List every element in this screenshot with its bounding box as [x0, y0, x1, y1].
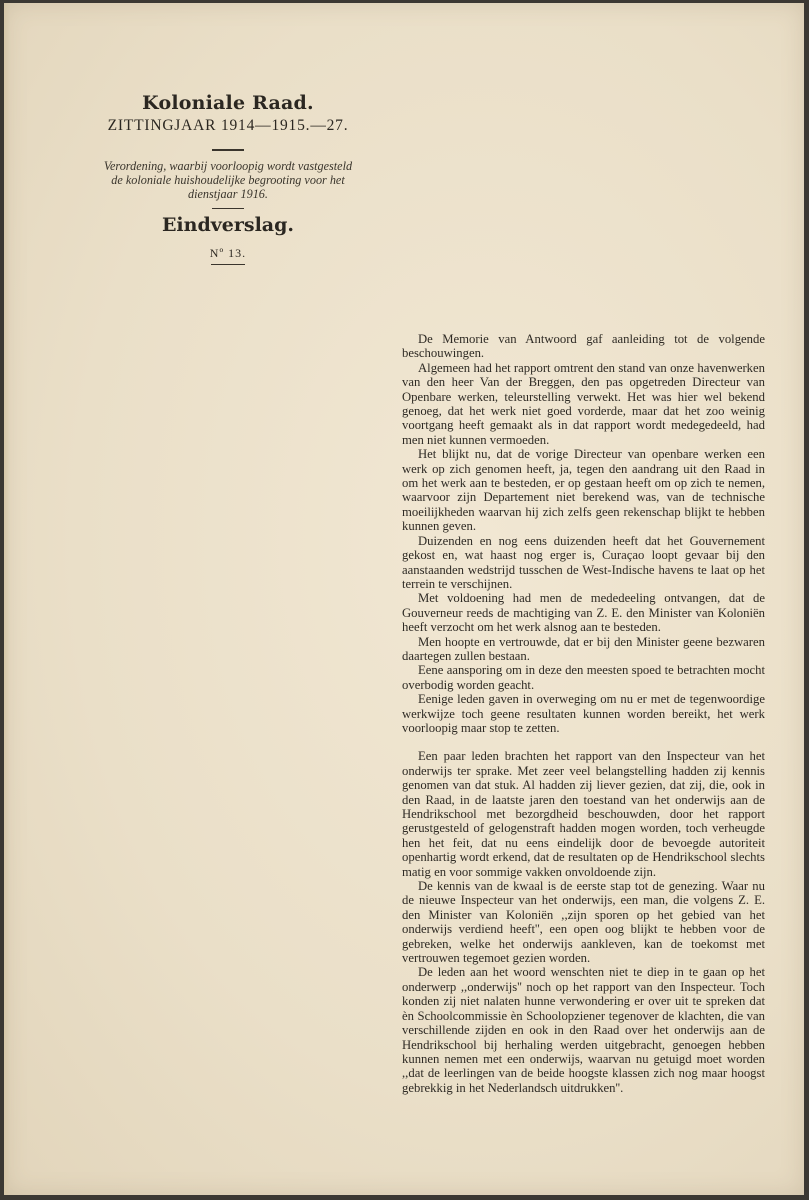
paragraph: De kennis van de kwaal is de eerste stap tot de genezing. Waar nu de nieuwe Inspecteur van het onderwijs, een man, die volgens Z. E. den Minister van Koloniën ,,zijn sporen op het gebied van het onderwijs verdiend heeft'', een open oog blijkt te hebben voor de gebreken, welke het onderwijs aankleven, kan de toekomst met vertrouwen tegemoet gezien worden.: [402, 879, 765, 966]
page-edge-shadow: [4, 3, 10, 1195]
paragraph: De Memorie van Antwoord gaf aanleiding tot de volgende beschouwingen.: [402, 332, 765, 361]
paragraph: De leden aan het woord wenschten niet te diep in te gaan op het onderwerp ,,onderwijs'' noch op het rapport van den Inspecteur. Toch konden zij niet nalaten hunne verwondering er over uit te spreken dat èn Schoolcommissie èn Schoolopziener tegenover de klachten, die van verschillende zijden en ook in den Raad over het onderwijs aan de Hendrikschool bij herhaling werden uitgebracht, genoegen hebben kunnen nemen met een onderwijs, waarvan nu getuigd moet worden ,,dat de leerlingen van de beide hoogste klassen zich nog maar hoogst gebrekkig in het Nederlandsch uitdrukken''.: [402, 965, 765, 1095]
paragraph: Met voldoening had men de mededeeling ontvangen, dat de Gouverneur reeds de machtiging van Z. E. den Minister van Koloniën heeft verzocht om het werk alsnog aan te besteden.: [402, 591, 765, 635]
paragraph: Een paar leden brachten het rapport van den Inspecteur van het onderwijs ter sprake. Met zeer veel belangstelling hadden zij kennis genomen van dat stuk. Al hadden zij liever gezien, dat zij, die, ook in den Raad, in de laatste jaren den toestand van het onderwijs aan de Hendrikschool met bezorgdheid beschouwden, door het rapport gerustgesteld of gelogenstraft hadden mogen worden, toch verheugde hen het feit, dat nu eens eindelijk door de bevoegde autoriteit openhartig wordt erkend, dat de resultaten op de Hendrikschool slechts matig en voor sommige vakken onvoldoende zijn.: [402, 749, 765, 879]
session-year: ZITTINGJAAR 1914—1915.—27.: [107, 117, 349, 134]
paragraph: Eenige leden gaven in overweging om nu er met de tegenwoordige werkwijze toch geene resultaten kunnen worden bereikt, het werk voorloopig maar stop te zetten.: [402, 692, 765, 735]
document-header: [98, 92, 358, 265]
paragraph: Het blijkt nu, dat de vorige Directeur van openbare werken een werk op zich genomen heeft, ja, tegen den aandrang uit den Raad in om het werk aan te besteden, er op gestaan heeft om op zich te nemen, waarvoor zijn Departement niet berekend was, van de technische moeilijkheden waarvan hij zich zelfs geen rekenschap blijkt te hebben kunnen geven.: [402, 447, 765, 534]
paragraph: Men hoopte en vertrouwde, dat er bij den Minister geene bezwaren daartegen zullen bestaan.: [402, 634, 765, 663]
number-underline: [211, 264, 245, 265]
document-title: Koloniale Raad.: [142, 92, 314, 114]
paragraph: Duizenden en nog eens duizenden heeft dat het Gouvernement gekost en, wat haast nog erger is, Curaçao loopt gevaar bij den aanstaanden wedstrijd tusschen de West-Indische havens te laat op het terrein te verschijnen.: [402, 533, 765, 591]
ordinance-description: Verordening, waarbij voorloopig wordt vastgesteld de koloniale huishoudelijke begrooting voor het dienstjaar 1916.: [103, 158, 353, 201]
paragraph: Eene aansporing om in deze den meesten spoed te betrachten mocht overbodig worden geacht.: [402, 663, 765, 692]
report-type: Eindverslag.: [161, 214, 295, 236]
document-number: Nº 13.: [209, 246, 247, 260]
paragraph: Algemeen had het rapport omtrent den stand van onze havenwerken van den heer Van der Breggen, den pas opgetreden Directeur van Openbare werken, teleurstelling verwekt. Het was hier wel bekend genoeg, dat het werk niet goed vorderde, maar dat het zoo weinig voortgang heeft gemaakt als in dat rapport wordt medegedeeld, had men niet kunnen vermoeden.: [402, 360, 765, 447]
report-body: [402, 332, 765, 1095]
header-divider: [212, 149, 244, 151]
header-divider-2: [212, 208, 244, 210]
